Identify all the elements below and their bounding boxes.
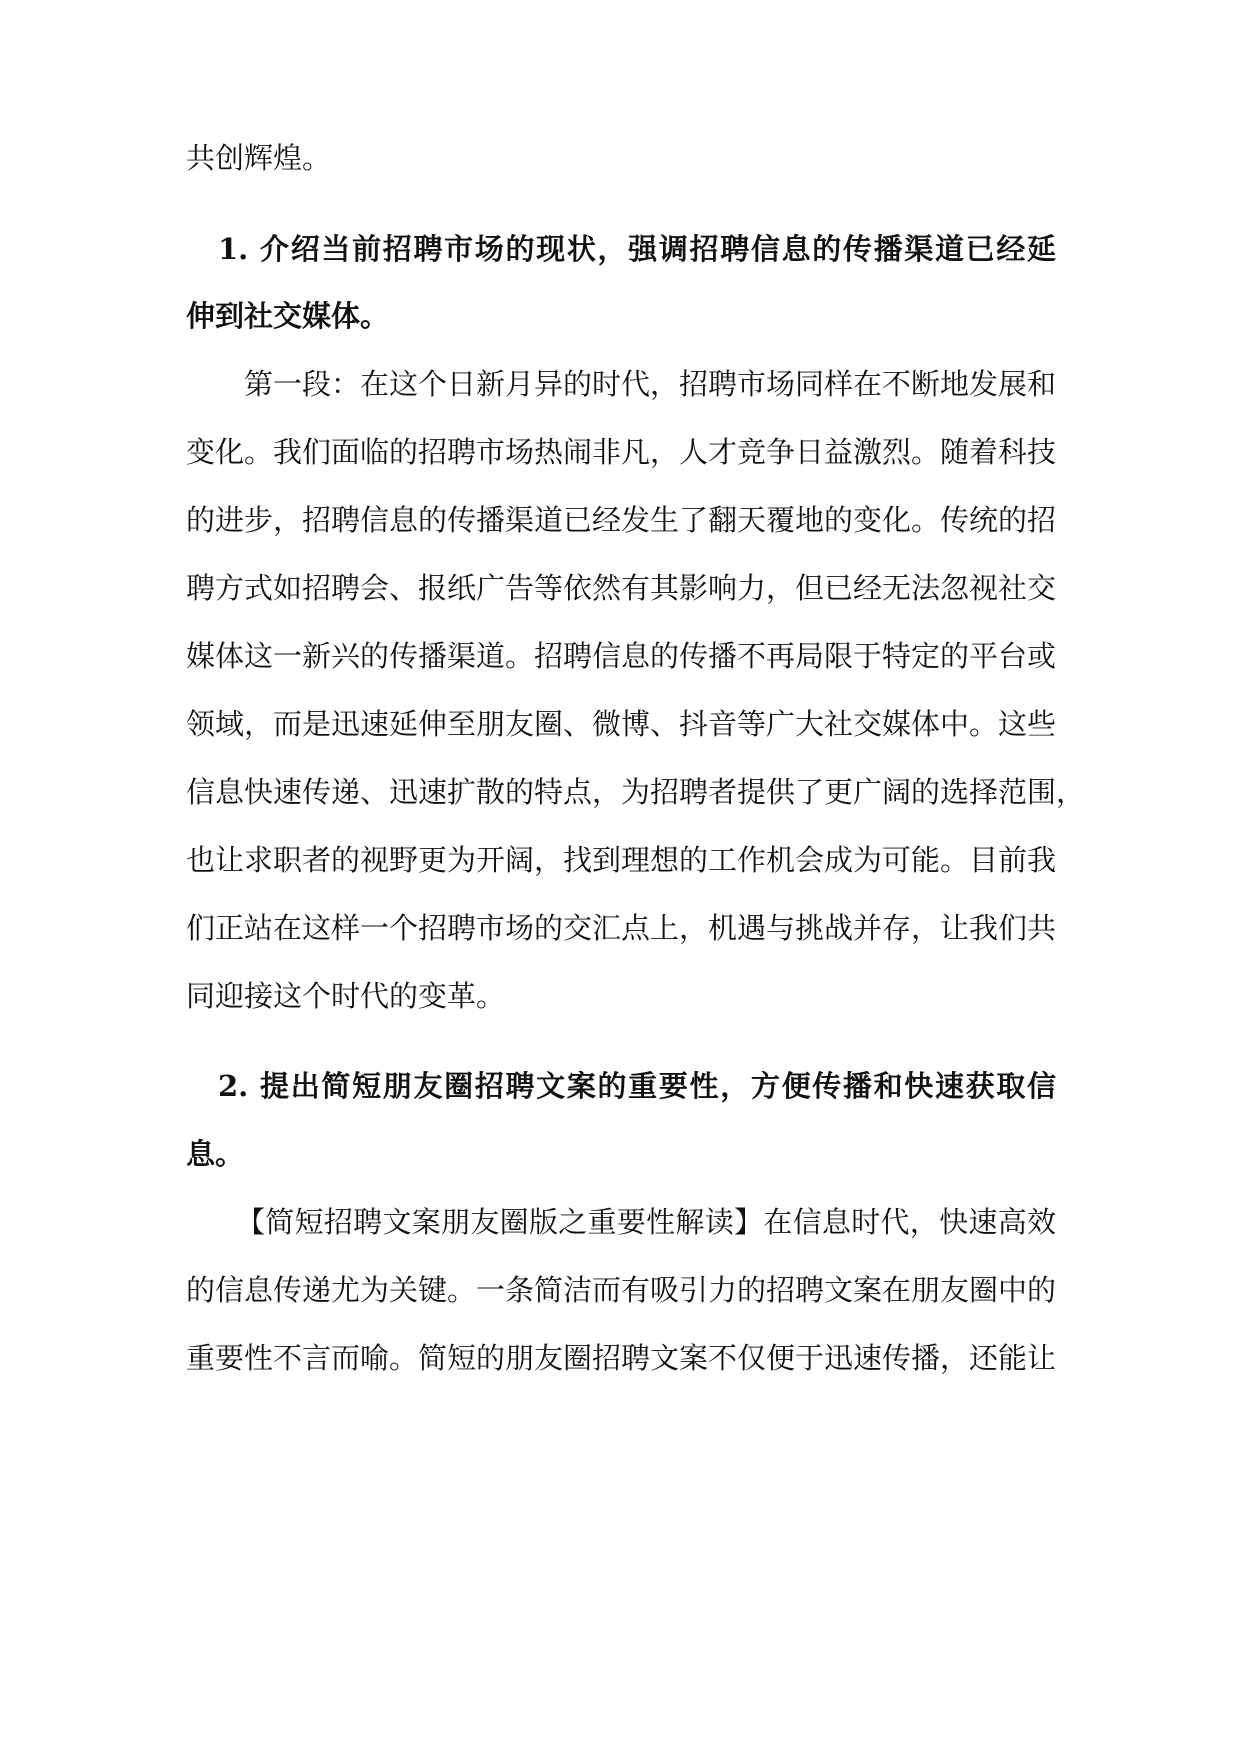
section-heading: 1. 介绍当前招聘市场的现状，强调招聘信息的传播渠道已经延	[218, 232, 1056, 266]
paragraph-line: 共创辉煌。	[186, 141, 332, 175]
paragraph-line: 领域，而是迅速延伸至朋友圈、微博、抖音等广大社交媒体中。这些	[186, 707, 1057, 741]
paragraph-line: 【简短招聘文案朋友圈版之重要性解读】在信息时代，快速高效	[236, 1205, 1056, 1239]
paragraph-line: 同迎接这个时代的变革。	[186, 979, 506, 1013]
paragraph-line: 第一段：在这个日新月异的时代，招聘市场同样在不断地发展和	[244, 367, 1057, 401]
paragraph-line: 的信息传递尤为关键。一条简洁而有吸引力的招聘文案在朋友圈中的	[186, 1273, 1057, 1307]
section-heading: 2. 提出简短朋友圈招聘文案的重要性，方便传播和快速获取信	[218, 1069, 1056, 1103]
section-heading: 伸到社交媒体。	[186, 299, 390, 333]
paragraph-line: 也让求职者的视野更为开阔，找到理想的工作机会成为可能。目前我	[186, 843, 1057, 877]
paragraph-line: 们正站在这样一个招聘市场的交汇点上，机遇与挑战并存，让我们共	[186, 911, 1057, 945]
paragraph-line: 变化。我们面临的招聘市场热闹非凡，人才竞争日益激烈。随着科技	[186, 435, 1057, 469]
paragraph-line: 媒体这一新兴的传播渠道。招聘信息的传播不再局限于特定的平台或	[186, 639, 1057, 673]
section-heading: 息。	[186, 1137, 245, 1171]
paragraph-line: 重要性不言而喻。简短的朋友圈招聘文案不仅便于迅速传播，还能让	[186, 1341, 1057, 1375]
paragraph-line: 聘方式如招聘会、报纸广告等依然有其影响力，但已经无法忽视社交	[186, 571, 1057, 605]
paragraph-line: 信息快速传递、迅速扩散的特点，为招聘者提供了更广阔的选择范围，	[186, 775, 1086, 809]
paragraph-line: 的进步，招聘信息的传播渠道已经发生了翻天覆地的变化。传统的招	[186, 503, 1057, 537]
